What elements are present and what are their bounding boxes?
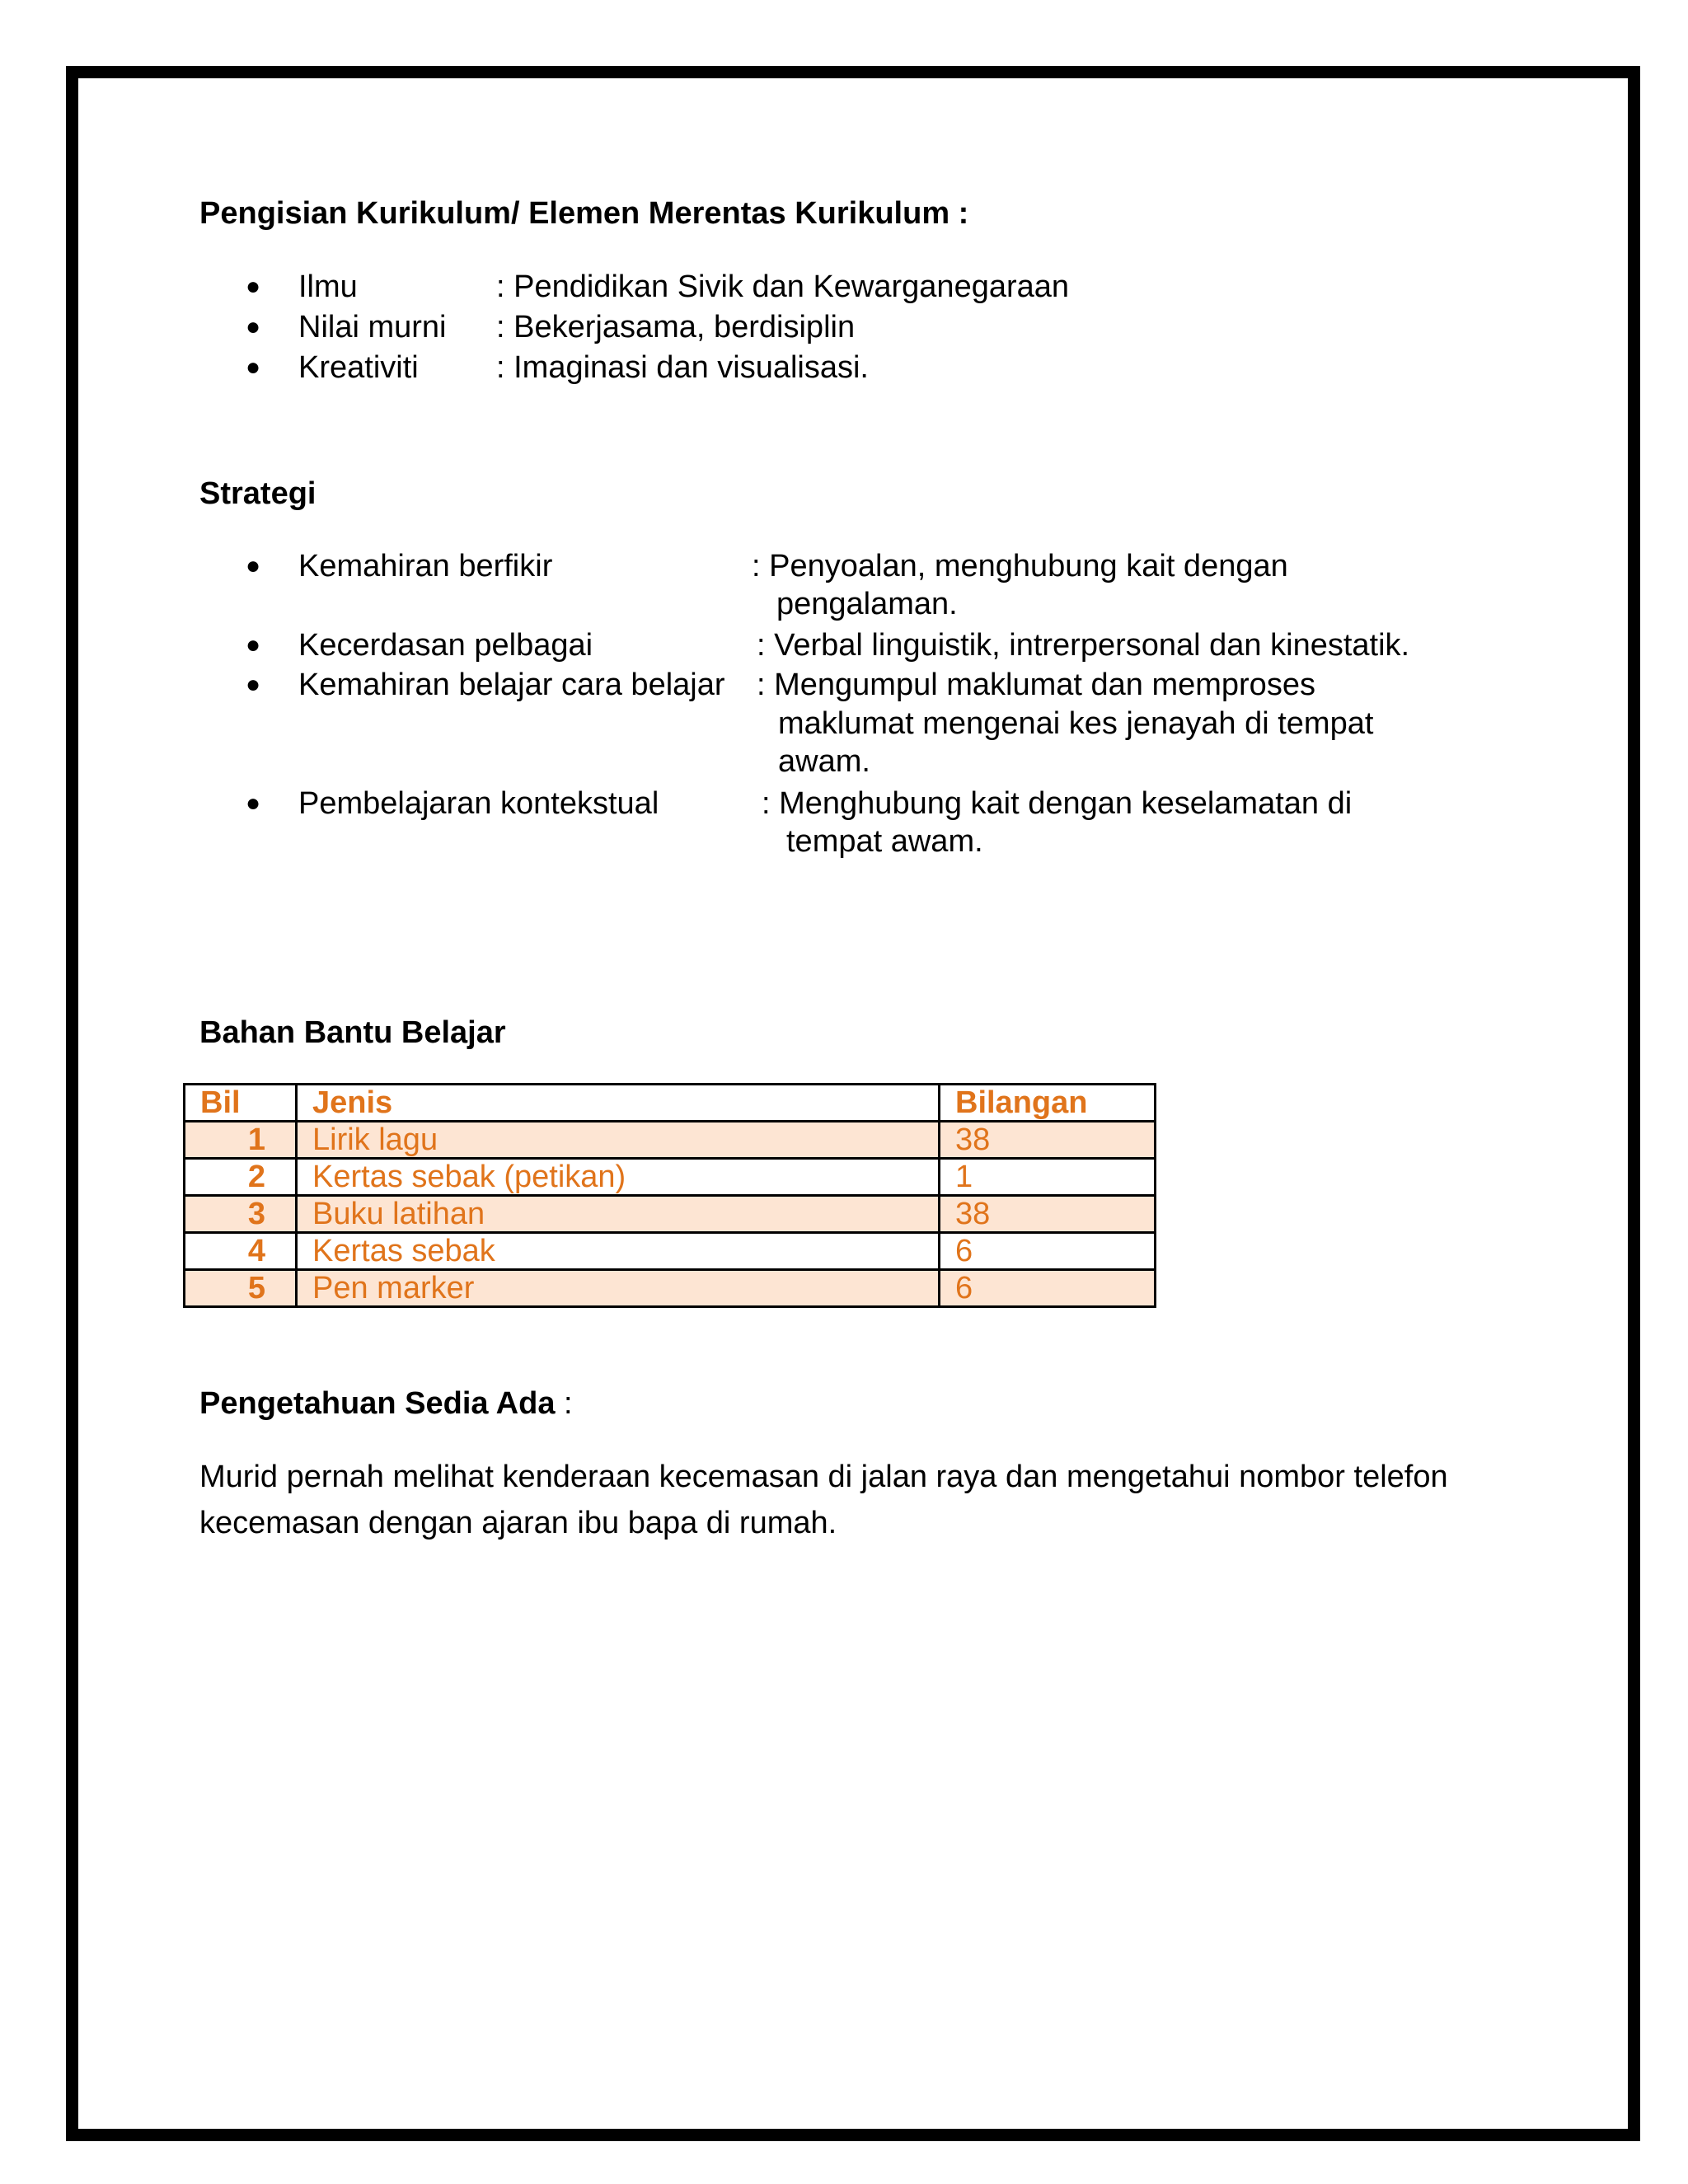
strategy-item-continuation: tempat awam. <box>786 824 983 859</box>
curriculum-item-label: Kreativiti <box>298 350 419 385</box>
row-bil: 2 <box>185 1159 297 1196</box>
prior-knowledge-heading-colon: : <box>555 1386 573 1421</box>
strategy-item-kecerdasan-pelbagai <box>199 626 1518 665</box>
strategy-list <box>199 546 1518 876</box>
row-bil: 1 <box>185 1122 297 1159</box>
row-bilangan: 38 <box>940 1196 1156 1233</box>
row-bilangan: 38 <box>940 1122 1156 1159</box>
strategy-item-kemahiran-berfikir <box>199 546 1518 626</box>
row-bilangan: 6 <box>940 1233 1156 1270</box>
row-jenis: Kertas sebak (petikan) <box>297 1159 940 1196</box>
prior-knowledge-heading <box>199 1386 573 1422</box>
row-bilangan: 1 <box>940 1159 1156 1196</box>
strategy-item-continuation: maklumat mengenai kes jenayah di tempat <box>778 706 1374 741</box>
row-jenis: Pen marker <box>297 1270 940 1307</box>
curriculum-item-value: : Bekerjasama, berdisiplin <box>496 310 856 344</box>
prior-knowledge-heading-text: Pengetahuan Sedia Ada <box>199 1386 556 1421</box>
prior-knowledge-text: Murid pernah melihat kenderaan kecemasan di jalan raya dan mengetahui nombor telefon kecemasan dengan ajaran ibu bapa di rumah. <box>199 1460 1448 1540</box>
column-header-bilangan: Bilangan <box>940 1085 1156 1122</box>
strategy-item-value: : Penyoalan, menghubung kait dengan <box>752 549 1288 583</box>
row-bilangan: 6 <box>940 1270 1156 1307</box>
column-header-bil: Bil <box>185 1085 297 1122</box>
table-header-row <box>185 1085 1156 1122</box>
materials-table <box>183 1083 1156 1308</box>
row-bil: 5 <box>185 1270 297 1307</box>
strategy-item-value: : Menghubung kait dengan keselamatan di <box>762 786 1353 821</box>
strategy-item-pembelajaran-kontekstual <box>199 784 1518 863</box>
bullet-icon: ● <box>246 631 261 658</box>
strategy-item-continuation: awam. <box>778 744 870 779</box>
bullet-icon: ● <box>246 790 261 817</box>
row-bil: 3 <box>185 1196 297 1233</box>
strategy-heading: Strategi <box>199 476 316 511</box>
strategy-item-label: Pembelajaran kontekstual <box>298 786 659 821</box>
bullet-icon: ● <box>246 273 261 300</box>
bullet-icon: ● <box>246 354 261 381</box>
strategy-item-kemahiran-belajar <box>199 665 1518 784</box>
row-jenis: Kertas sebak <box>297 1233 940 1270</box>
bullet-icon: ● <box>246 671 261 698</box>
table-row <box>185 1196 1156 1233</box>
table-row <box>185 1233 1156 1270</box>
curriculum-item-kreativiti <box>199 348 1353 388</box>
bullet-icon: ● <box>246 313 261 340</box>
strategy-item-label: Kemahiran berfikir <box>298 549 553 583</box>
table-row <box>185 1122 1156 1159</box>
strategy-item-value: : Verbal linguistik, intrerpersonal dan kinestatik. <box>757 628 1410 663</box>
strategy-item-label: Kecerdasan pelbagai <box>298 628 593 663</box>
row-bil: 4 <box>185 1233 297 1270</box>
strategy-item-label: Kemahiran belajar cara belajar <box>298 668 725 702</box>
table-row <box>185 1270 1156 1307</box>
row-jenis: Buku latihan <box>297 1196 940 1233</box>
curriculum-item-ilmu <box>199 267 1353 307</box>
curriculum-item-value: : Pendidikan Sivik dan Kewarganegaraan <box>496 269 1070 304</box>
curriculum-heading: Pengisian Kurikulum/ Elemen Merentas Kurikulum : <box>199 196 969 231</box>
column-header-jenis: Jenis <box>297 1085 940 1122</box>
materials-heading: Bahan Bantu Belajar <box>199 1015 506 1050</box>
curriculum-item-nilai-murni <box>199 307 1353 348</box>
curriculum-list <box>199 267 1353 391</box>
curriculum-item-value: : Imaginasi dan visualisasi. <box>496 350 869 385</box>
strategy-item-value: : Mengumpul maklumat dan memproses <box>757 668 1315 702</box>
strategy-item-continuation: pengalaman. <box>776 587 958 621</box>
table-row <box>185 1159 1156 1196</box>
bullet-icon: ● <box>246 552 261 579</box>
curriculum-item-label: Ilmu <box>298 269 358 304</box>
curriculum-item-label: Nilai murni <box>298 310 447 344</box>
row-jenis: Lirik lagu <box>297 1122 940 1159</box>
